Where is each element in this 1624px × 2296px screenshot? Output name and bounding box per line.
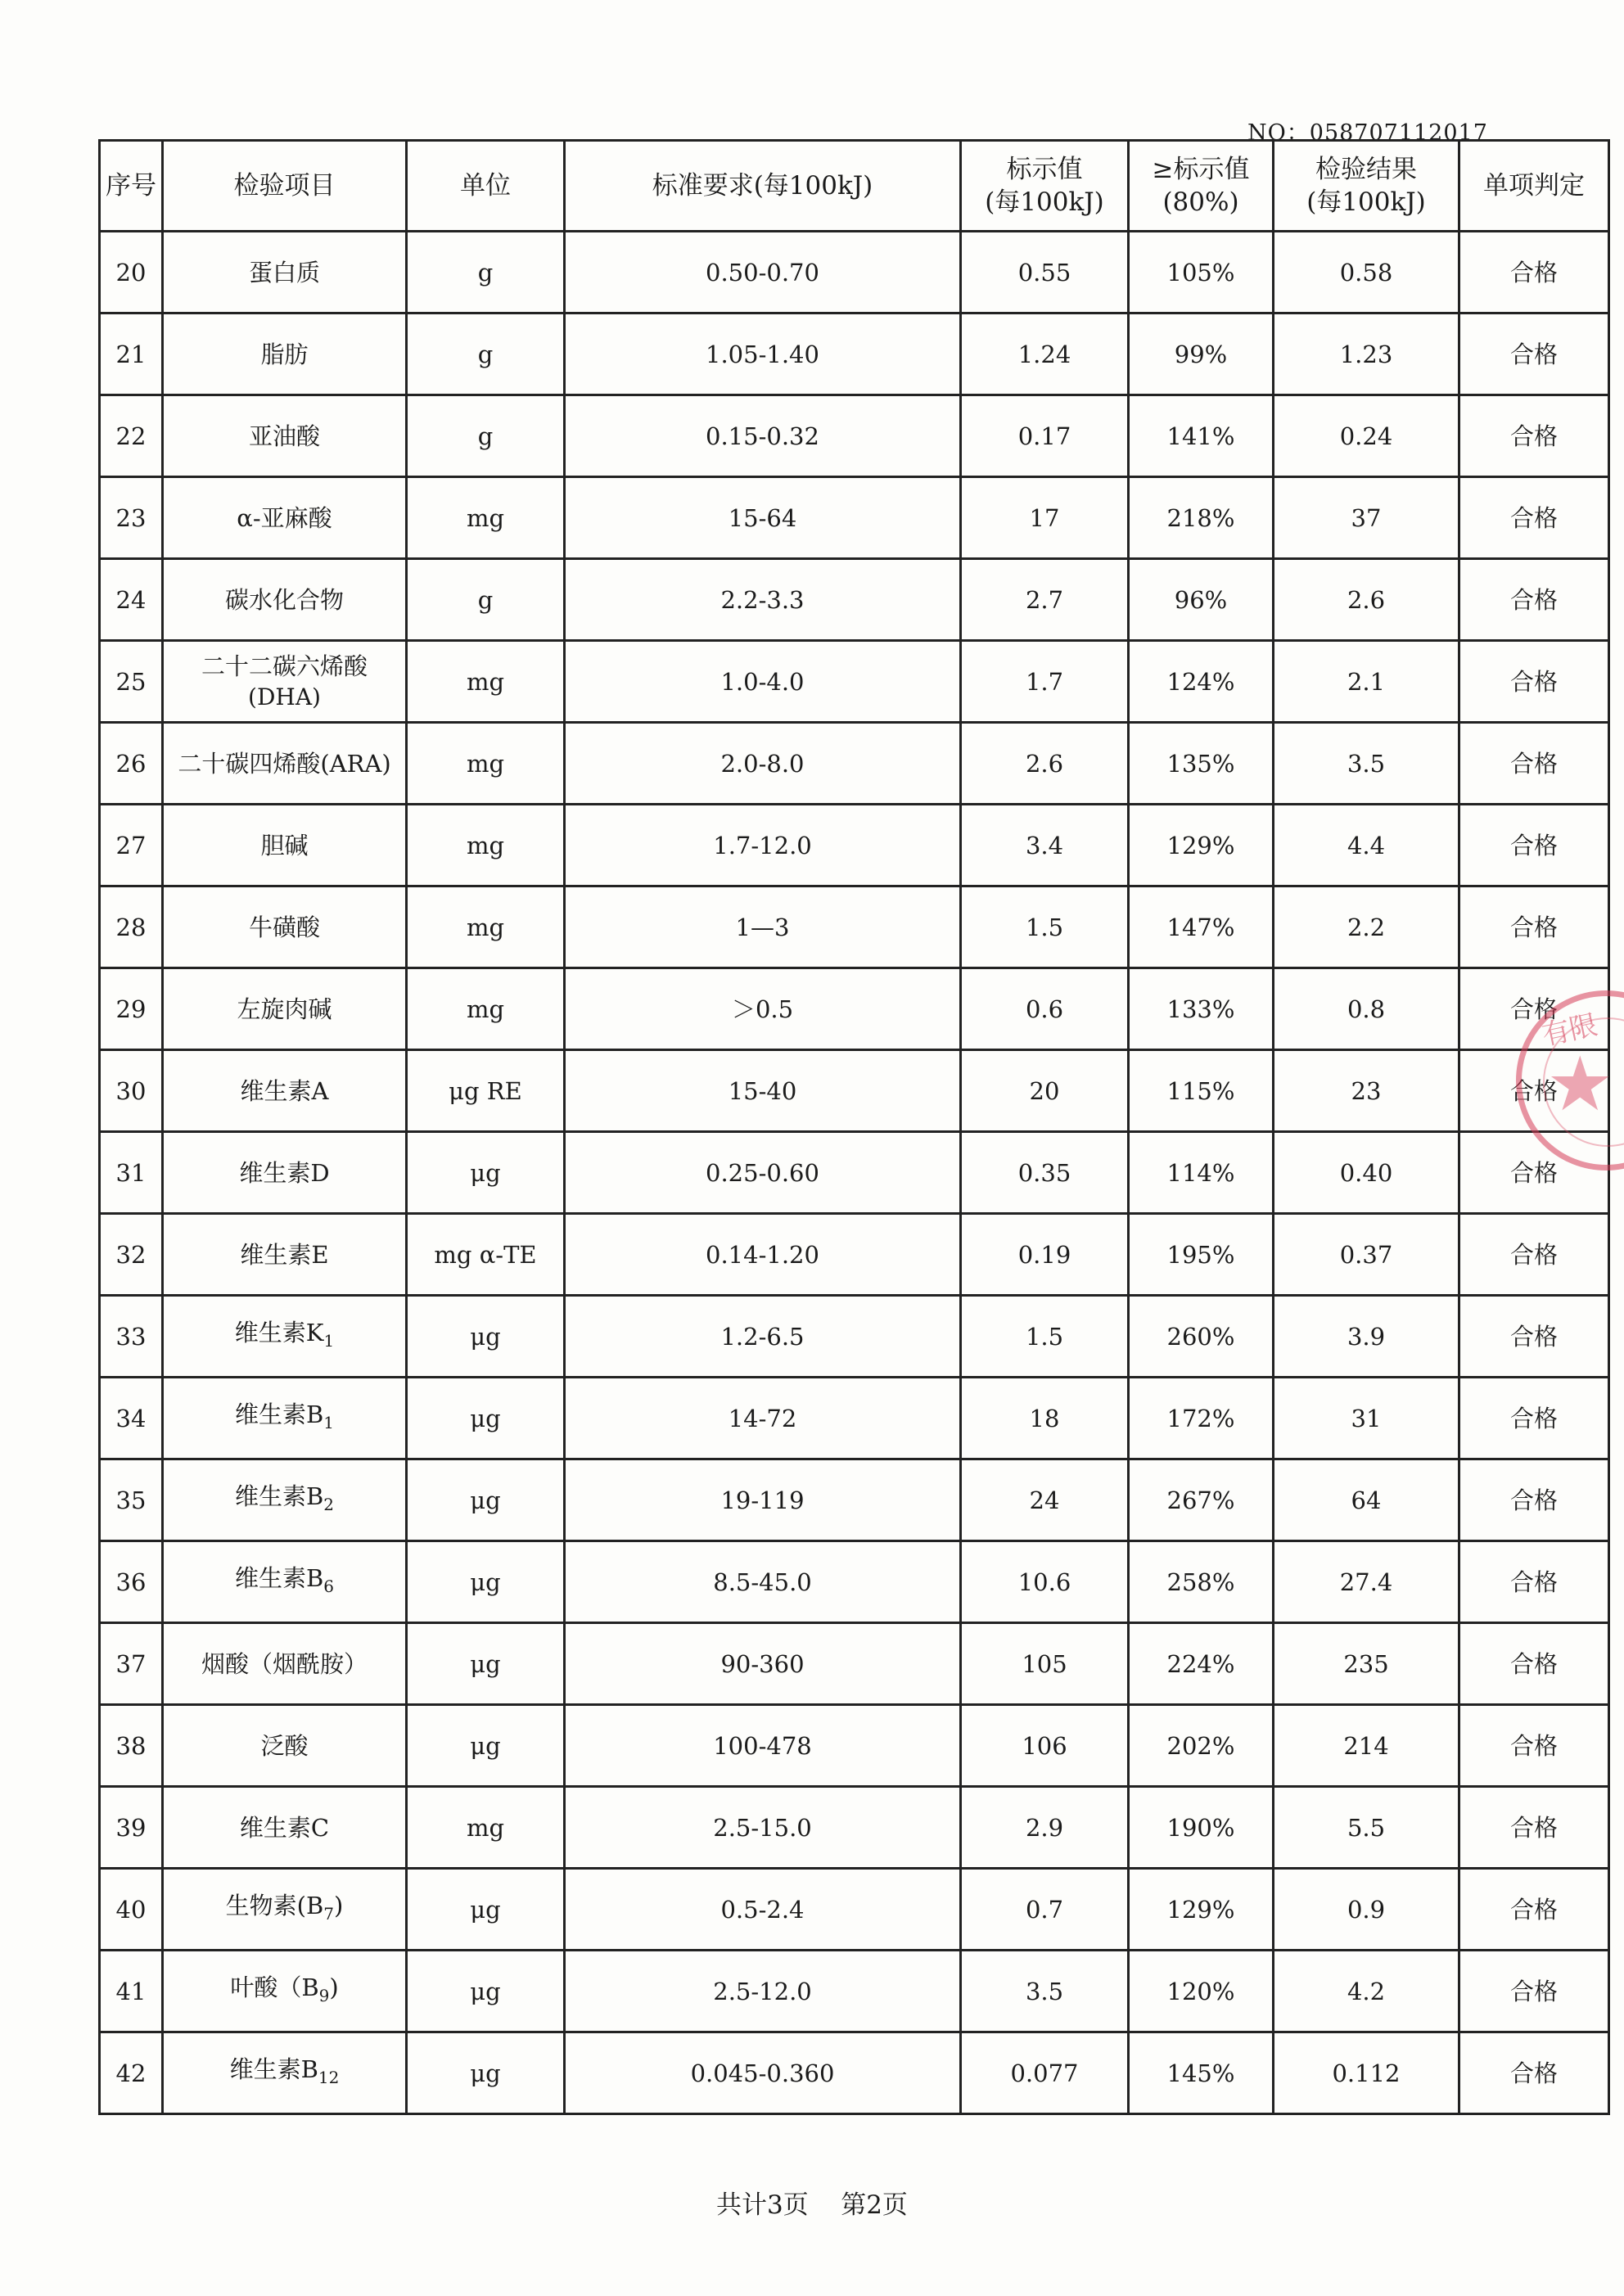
- cell-ratio: 145%: [1129, 2032, 1274, 2114]
- cell-ratio: 258%: [1129, 1541, 1274, 1623]
- item-name: 蛋白质: [248, 258, 320, 286]
- table-row: [100, 641, 1609, 723]
- cell-seq: 39: [100, 1787, 163, 1869]
- table-row: [100, 314, 1609, 395]
- cell-label-value: 2.6: [961, 723, 1129, 805]
- cell-seq: 32: [100, 1214, 163, 1296]
- table-row: [100, 723, 1609, 805]
- table-row: [100, 1787, 1609, 1869]
- cell-ratio: 124%: [1129, 641, 1274, 723]
- table-row: [100, 1623, 1609, 1705]
- item-name: 维生素E: [240, 1240, 329, 1269]
- cell-verdict: 合格: [1459, 1459, 1609, 1541]
- footer-total-pages: 共计3页: [716, 2190, 809, 2220]
- item-name: 脂肪: [260, 340, 309, 368]
- cell-seq: 34: [100, 1378, 163, 1459]
- cell-unit: mg: [407, 477, 565, 559]
- item-name: 维生素B: [234, 1482, 324, 1510]
- item-name: 维生素C: [239, 1813, 330, 1842]
- cell-unit: μg: [407, 2032, 565, 2114]
- cell-ratio: 99%: [1129, 314, 1274, 395]
- cell-unit: μg: [407, 1378, 565, 1459]
- footer-current-page: 第2页: [841, 2190, 908, 2220]
- cell-label-value: 10.6: [961, 1541, 1129, 1623]
- cell-item: [163, 1296, 407, 1378]
- cell-item: [163, 1787, 407, 1869]
- cell-unit: mg: [407, 723, 565, 805]
- item-name: 维生素D: [239, 1158, 330, 1187]
- cell-verdict: 合格: [1459, 1951, 1609, 2032]
- cell-unit: g: [407, 314, 565, 395]
- cell-item: [163, 805, 407, 886]
- cell-result: 0.8: [1274, 968, 1459, 1050]
- cell-label-value: 3.5: [961, 1951, 1129, 2032]
- cell-standard: 0.15-0.32: [565, 395, 961, 477]
- cell-seq: 25: [100, 641, 163, 723]
- table-row: [100, 395, 1609, 477]
- cell-seq: 22: [100, 395, 163, 477]
- cell-ratio: 172%: [1129, 1378, 1274, 1459]
- cell-verdict: 合格: [1459, 395, 1609, 477]
- cell-label-value: 2.7: [961, 559, 1129, 641]
- cell-seq: 20: [100, 232, 163, 314]
- cell-unit: μg: [407, 1623, 565, 1705]
- cell-verdict: 合格: [1459, 1623, 1609, 1705]
- cell-seq: 23: [100, 477, 163, 559]
- item-subscript: 12: [318, 2067, 340, 2087]
- cell-result: 0.24: [1274, 395, 1459, 477]
- header-result-line2: (每100kJ): [1306, 187, 1426, 217]
- cell-verdict: 合格: [1459, 1050, 1609, 1132]
- cell-label-value: 105: [961, 1623, 1129, 1705]
- header-item: 检验项目: [163, 141, 407, 232]
- cell-ratio: 267%: [1129, 1459, 1274, 1541]
- cell-item: [163, 723, 407, 805]
- cell-label-value: 1.5: [961, 1296, 1129, 1378]
- cell-item: [163, 1378, 407, 1459]
- cell-item: [163, 1623, 407, 1705]
- cell-unit: mg: [407, 886, 565, 968]
- cell-unit: μg: [407, 1705, 565, 1787]
- cell-verdict: 合格: [1459, 1787, 1609, 1869]
- cell-unit: mg: [407, 641, 565, 723]
- cell-label-value: 0.6: [961, 968, 1129, 1050]
- cell-label-value: 0.077: [961, 2032, 1129, 2114]
- cell-label-value: 1.24: [961, 314, 1129, 395]
- item-name: 叶酸（B: [230, 1973, 319, 2001]
- cell-seq: 24: [100, 559, 163, 641]
- cell-standard: 14-72: [565, 1378, 961, 1459]
- cell-label-value: 0.35: [961, 1132, 1129, 1214]
- table-row: [100, 1050, 1609, 1132]
- cell-standard: 90-360: [565, 1623, 961, 1705]
- item-name: 维生素K: [234, 1318, 324, 1346]
- cell-label-value: 2.9: [961, 1787, 1129, 1869]
- page-footer: [0, 2184, 1624, 2221]
- cell-label-value: 106: [961, 1705, 1129, 1787]
- cell-standard: 0.5-2.4: [565, 1869, 961, 1951]
- cell-standard: 2.2-3.3: [565, 559, 961, 641]
- cell-standard: 0.25-0.60: [565, 1132, 961, 1214]
- cell-seq: 36: [100, 1541, 163, 1623]
- item-name-line2: (DHA): [248, 683, 321, 710]
- cell-label-value: 17: [961, 477, 1129, 559]
- table-row: [100, 1214, 1609, 1296]
- inspection-results-table: [98, 139, 1610, 2115]
- cell-ratio: 202%: [1129, 1705, 1274, 1787]
- cell-result: 31: [1274, 1378, 1459, 1459]
- item-name: 牛磺酸: [248, 913, 320, 941]
- cell-seq: 37: [100, 1623, 163, 1705]
- cell-label-value: 0.55: [961, 232, 1129, 314]
- table-row: [100, 1541, 1609, 1623]
- cell-ratio: 260%: [1129, 1296, 1274, 1378]
- cell-unit: mg: [407, 805, 565, 886]
- table-row: [100, 886, 1609, 968]
- cell-result: 0.40: [1274, 1132, 1459, 1214]
- cell-unit: μg: [407, 1541, 565, 1623]
- item-name: 泛酸: [260, 1731, 309, 1760]
- cell-unit: μg: [407, 1459, 565, 1541]
- cell-standard: 0.50-0.70: [565, 232, 961, 314]
- cell-ratio: 96%: [1129, 559, 1274, 641]
- cell-label-value: 1.5: [961, 886, 1129, 968]
- cell-unit: mg: [407, 1787, 565, 1869]
- cell-label-value: 1.7: [961, 641, 1129, 723]
- item-name: 生物素(B: [225, 1891, 324, 1919]
- cell-item: [163, 477, 407, 559]
- cell-seq: 40: [100, 1869, 163, 1951]
- cell-ratio: 129%: [1129, 805, 1274, 886]
- cell-unit: g: [407, 395, 565, 477]
- cell-standard: 2.5-12.0: [565, 1951, 961, 2032]
- cell-label-value: 20: [961, 1050, 1129, 1132]
- cell-item: [163, 395, 407, 477]
- item-suffix: ): [334, 1891, 344, 1919]
- header-label-value-line1: 标示值: [1006, 155, 1083, 184]
- cell-unit: μg: [407, 1296, 565, 1378]
- cell-ratio: 129%: [1129, 1869, 1274, 1951]
- cell-verdict: 合格: [1459, 1296, 1609, 1378]
- cell-ratio: 195%: [1129, 1214, 1274, 1296]
- cell-seq: 21: [100, 314, 163, 395]
- cell-verdict: 合格: [1459, 1378, 1609, 1459]
- cell-seq: 27: [100, 805, 163, 886]
- item-name: 维生素B: [229, 2055, 318, 2083]
- cell-seq: 41: [100, 1951, 163, 2032]
- table-row: [100, 805, 1609, 886]
- item-subscript: 7: [323, 1903, 335, 1924]
- cell-item: [163, 2032, 407, 2114]
- cell-item: [163, 1705, 407, 1787]
- cell-result: 0.58: [1274, 232, 1459, 314]
- cell-standard: 1—3: [565, 886, 961, 968]
- cell-standard: 19-119: [565, 1459, 961, 1541]
- item-name: 二十碳四烯酸(ARA): [178, 749, 391, 778]
- cell-label-value: 0.17: [961, 395, 1129, 477]
- cell-ratio: 120%: [1129, 1951, 1274, 2032]
- header-result-line1: 检验结果: [1315, 155, 1417, 184]
- cell-verdict: 合格: [1459, 886, 1609, 968]
- cell-result: 5.5: [1274, 1787, 1459, 1869]
- cell-standard: 8.5-45.0: [565, 1541, 961, 1623]
- cell-standard: 1.05-1.40: [565, 314, 961, 395]
- cell-standard: 100-478: [565, 1705, 961, 1787]
- item-name: 维生素B: [234, 1400, 324, 1428]
- cell-unit: μg: [407, 1869, 565, 1951]
- cell-item: [163, 1132, 407, 1214]
- cell-result: 214: [1274, 1705, 1459, 1787]
- cell-item: [163, 641, 407, 723]
- cell-unit: mg: [407, 968, 565, 1050]
- cell-item: [163, 314, 407, 395]
- cell-verdict: 合格: [1459, 1541, 1609, 1623]
- item-subscript: 2: [323, 1494, 335, 1514]
- table-header-row: [100, 141, 1609, 232]
- cell-seq: 38: [100, 1705, 163, 1787]
- table-row: [100, 559, 1609, 641]
- table-row: [100, 968, 1609, 1050]
- header-verdict: 单项判定: [1459, 141, 1609, 232]
- table-body: [100, 232, 1609, 2114]
- cell-standard: ＞0.5: [565, 968, 961, 1050]
- cell-ratio: 135%: [1129, 723, 1274, 805]
- item-name: 维生素A: [240, 1076, 329, 1105]
- cell-seq: 26: [100, 723, 163, 805]
- cell-ratio: 218%: [1129, 477, 1274, 559]
- item-subscript: 9: [318, 1985, 330, 2005]
- cell-verdict: 合格: [1459, 559, 1609, 641]
- cell-label-value: 0.19: [961, 1214, 1129, 1296]
- stamp-text: 有限: [1539, 1008, 1601, 1053]
- table-row: [100, 1459, 1609, 1541]
- cell-label-value: 3.4: [961, 805, 1129, 886]
- header-seq: 序号: [100, 141, 163, 232]
- cell-standard: 1.2-6.5: [565, 1296, 961, 1378]
- cell-verdict: 合格: [1459, 805, 1609, 886]
- cell-ratio: 114%: [1129, 1132, 1274, 1214]
- cell-item: [163, 1869, 407, 1951]
- cell-seq: 33: [100, 1296, 163, 1378]
- cell-standard: 1.0-4.0: [565, 641, 961, 723]
- table-row: [100, 477, 1609, 559]
- cell-ratio: 147%: [1129, 886, 1274, 968]
- cell-result: 2.6: [1274, 559, 1459, 641]
- item-name: 维生素B: [234, 1563, 324, 1592]
- cell-result: 27.4: [1274, 1541, 1459, 1623]
- cell-standard: 0.14-1.20: [565, 1214, 961, 1296]
- cell-result: 2.2: [1274, 886, 1459, 968]
- cell-ratio: 133%: [1129, 968, 1274, 1050]
- cell-verdict: 合格: [1459, 314, 1609, 395]
- item-subscript: 1: [323, 1412, 335, 1432]
- cell-item: [163, 886, 407, 968]
- cell-item: [163, 1459, 407, 1541]
- cell-result: 64: [1274, 1459, 1459, 1541]
- header-result: [1274, 141, 1459, 232]
- cell-result: 3.5: [1274, 723, 1459, 805]
- cell-item: [163, 1541, 407, 1623]
- cell-verdict: 合格: [1459, 1132, 1609, 1214]
- cell-verdict: 合格: [1459, 1705, 1609, 1787]
- cell-item: [163, 232, 407, 314]
- header-ratio-line2: (80%): [1162, 187, 1239, 217]
- cell-seq: 42: [100, 2032, 163, 2114]
- cell-seq: 28: [100, 886, 163, 968]
- cell-result: 3.9: [1274, 1296, 1459, 1378]
- cell-label-value: 24: [961, 1459, 1129, 1541]
- cell-result: 0.112: [1274, 2032, 1459, 2114]
- table-row: [100, 1869, 1609, 1951]
- cell-result: 4.2: [1274, 1951, 1459, 2032]
- cell-ratio: 190%: [1129, 1787, 1274, 1869]
- cell-unit: mg α-TE: [407, 1214, 565, 1296]
- cell-verdict: 合格: [1459, 1869, 1609, 1951]
- cell-result: 23: [1274, 1050, 1459, 1132]
- star-icon: ★: [1546, 1040, 1614, 1128]
- cell-verdict: 合格: [1459, 477, 1609, 559]
- cell-item: [163, 1214, 407, 1296]
- item-subscript: 6: [323, 1576, 335, 1596]
- item-name: 左旋肉碱: [237, 995, 332, 1023]
- table-row: [100, 2032, 1609, 2114]
- cell-ratio: 224%: [1129, 1623, 1274, 1705]
- cell-result: 1.23: [1274, 314, 1459, 395]
- item-suffix: ): [329, 1973, 339, 2001]
- cell-unit: g: [407, 232, 565, 314]
- cell-unit: μg: [407, 1132, 565, 1214]
- cell-verdict: 合格: [1459, 2032, 1609, 2114]
- cell-ratio: 115%: [1129, 1050, 1274, 1132]
- item-name: 亚油酸: [248, 422, 320, 450]
- header-ratio-line1: ≥标示值: [1152, 155, 1250, 184]
- cell-result: 2.1: [1274, 641, 1459, 723]
- cell-item: [163, 559, 407, 641]
- header-ratio: [1129, 141, 1274, 232]
- cell-verdict: 合格: [1459, 641, 1609, 723]
- table-row: [100, 232, 1609, 314]
- cell-standard: 15-40: [565, 1050, 961, 1132]
- table-row: [100, 1951, 1609, 2032]
- cell-label-value: 18: [961, 1378, 1129, 1459]
- cell-result: 0.37: [1274, 1214, 1459, 1296]
- cell-seq: 29: [100, 968, 163, 1050]
- cell-result: 37: [1274, 477, 1459, 559]
- cell-result: 4.4: [1274, 805, 1459, 886]
- table-row: [100, 1132, 1609, 1214]
- cell-verdict: 合格: [1459, 1214, 1609, 1296]
- cell-standard: 0.045-0.360: [565, 2032, 961, 2114]
- cell-verdict: 合格: [1459, 232, 1609, 314]
- item-name: α-亚麻酸: [237, 503, 332, 532]
- report-number: NO：058707112017: [1247, 120, 1488, 146]
- cell-result: 235: [1274, 1623, 1459, 1705]
- cell-standard: 2.0-8.0: [565, 723, 961, 805]
- cell-seq: 30: [100, 1050, 163, 1132]
- cell-standard: 15-64: [565, 477, 961, 559]
- cell-item: [163, 1951, 407, 2032]
- item-subscript: 1: [323, 1330, 335, 1351]
- item-name: 二十二碳六烯酸: [201, 652, 368, 680]
- table-row: [100, 1705, 1609, 1787]
- header-label-value: [961, 141, 1129, 232]
- cell-standard: 1.7-12.0: [565, 805, 961, 886]
- cell-item: [163, 968, 407, 1050]
- header-label-value-line2: (每100kJ): [985, 187, 1104, 217]
- cell-ratio: 105%: [1129, 232, 1274, 314]
- cell-result: 0.9: [1274, 1869, 1459, 1951]
- cell-unit: g: [407, 559, 565, 641]
- cell-unit: μg RE: [407, 1050, 565, 1132]
- cell-unit: μg: [407, 1951, 565, 2032]
- cell-verdict: 合格: [1459, 723, 1609, 805]
- item-name: 胆碱: [260, 831, 309, 859]
- cell-ratio: 141%: [1129, 395, 1274, 477]
- cell-seq: 35: [100, 1459, 163, 1541]
- table-row: [100, 1378, 1609, 1459]
- item-name: 烟酸（烟酰胺）: [201, 1649, 368, 1678]
- cell-standard: 2.5-15.0: [565, 1787, 961, 1869]
- cell-item: [163, 1050, 407, 1132]
- cell-seq: 31: [100, 1132, 163, 1214]
- table-row: [100, 1296, 1609, 1378]
- item-name: 碳水化合物: [224, 585, 344, 614]
- header-standard: 标准要求(每100kJ): [565, 141, 961, 232]
- header-unit: 单位: [407, 141, 565, 232]
- cell-label-value: 0.7: [961, 1869, 1129, 1951]
- cell-verdict: 合格: [1459, 968, 1609, 1050]
